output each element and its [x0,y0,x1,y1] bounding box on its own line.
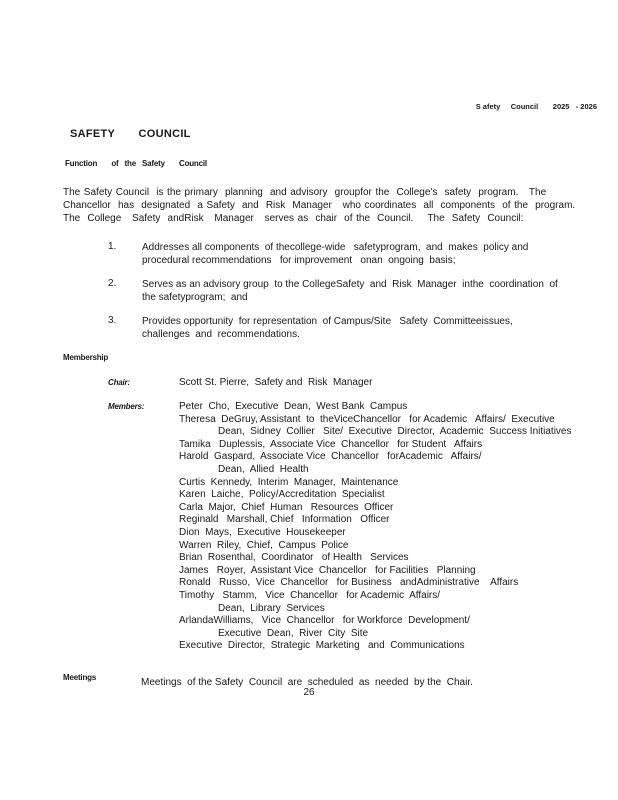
item-line: Provides opportunity for representation of Campus/Site Safety Committeeissues, [142,316,513,327]
member-line: Ronald Russo, Vice Chancellor for Business andAdministrative Affairs [179,577,519,589]
item-line: challenges and recommendations. [142,329,300,340]
membership-heading: Membership [63,353,109,362]
member-line: ArlandaWilliams, Vice Chancellor for Workforce Development/ [179,615,470,627]
member-line: Karen Laiche, Policy/Accreditation Specialist [179,489,385,501]
member-line: Dean, Sidney Collier Site/ Executive Director, Academic Success Initiatives [218,426,572,438]
meetings-text: Meetings of the Safety Council are scheduled as needed by the Chair. [141,677,473,688]
numbered-list [108,241,608,352]
member-line: Carla Major, Chief Human Resources Officer [179,501,394,513]
member-line: Tamika Duplessis, Associate Vice Chancellor for Student Affairs [179,438,483,450]
member-line: Dean, Library Services [218,602,325,614]
chair-row [108,377,372,390]
meetings-label: Meetings [63,673,97,682]
item-line: the safetyprogram; and [142,292,248,303]
item-lines [142,278,608,304]
member-line: Reginald Marshall, Chief Information Officer [179,514,390,526]
member-line: Executive Dean, River City Site [218,627,369,639]
item-line: Addresses all components of thecollege-wide safetyprogram, and makes policy and [142,242,529,253]
item-number: 1. [108,241,117,252]
numbered-item [108,241,608,267]
member-line: Theresa DeGruy, Assistant to theViceChancellor for Academic Affairs/ Executive [179,413,555,425]
item-lines [142,315,608,341]
item-number: 3. [108,315,117,326]
intro-line: Chancellor has designated a Safety and Risk Manager who coordinates all components of the program. [63,200,576,211]
item-lines [142,241,608,267]
page-number: 26 [303,687,315,698]
intro-paragraph [63,186,575,225]
item-number: 2. [108,278,117,289]
member-line: Brian Rosenthal, Coordinator of Health Services [179,552,409,564]
member-line: Timothy Stamm, Vice Chancellor for Academic Affairs/ [179,589,441,601]
member-line: Peter Cho, Executive Dean, West Bank Campus [179,401,408,412]
member-line: Dion Mays, Executive Housekeeper [179,526,346,538]
member-line: Warren Riley, Chief, Campus Police [179,539,349,551]
section-heading: Function of the Safety Council [65,159,207,168]
member-line: James Royer, Assistant Vice Chancellor for Facilities Planning [179,564,476,576]
chair-label: Chair: [108,378,130,387]
page-title: SAFETY COUNCIL [70,128,191,140]
member-line: Harold Gaspard, Associate Vice Chancellor forAcademic Affairs/ [179,451,482,463]
member-line: Curtis Kennedy, Interim Manager, Maintenance [179,476,399,488]
members-row [108,401,571,653]
intro-line: The College Safety andRisk Manager serves as chair of the Council. The Safety Council: [63,213,524,224]
members-list [179,401,571,653]
member-line: Executive Director, Strategic Marketing and Communications [179,640,465,652]
members-label: Members: [108,402,145,411]
numbered-item [108,278,608,304]
item-line: Serves as an advisory group to the CollegeSafety and Risk Manager inthe coordination of [142,279,558,290]
item-line: procedural recommendations for improvement onan ongoing basis; [142,255,456,266]
member-line: Dean, Allied Health [218,463,309,475]
chair-value: Scott St. Pierre, Safety and Risk Manager [179,377,373,388]
numbered-item [108,315,608,341]
intro-line: The Safety Council is the primary planning and advisory groupfor the College's safety program. The [63,187,547,198]
running-header: S afety Council 2025 - 2026 [475,102,597,111]
